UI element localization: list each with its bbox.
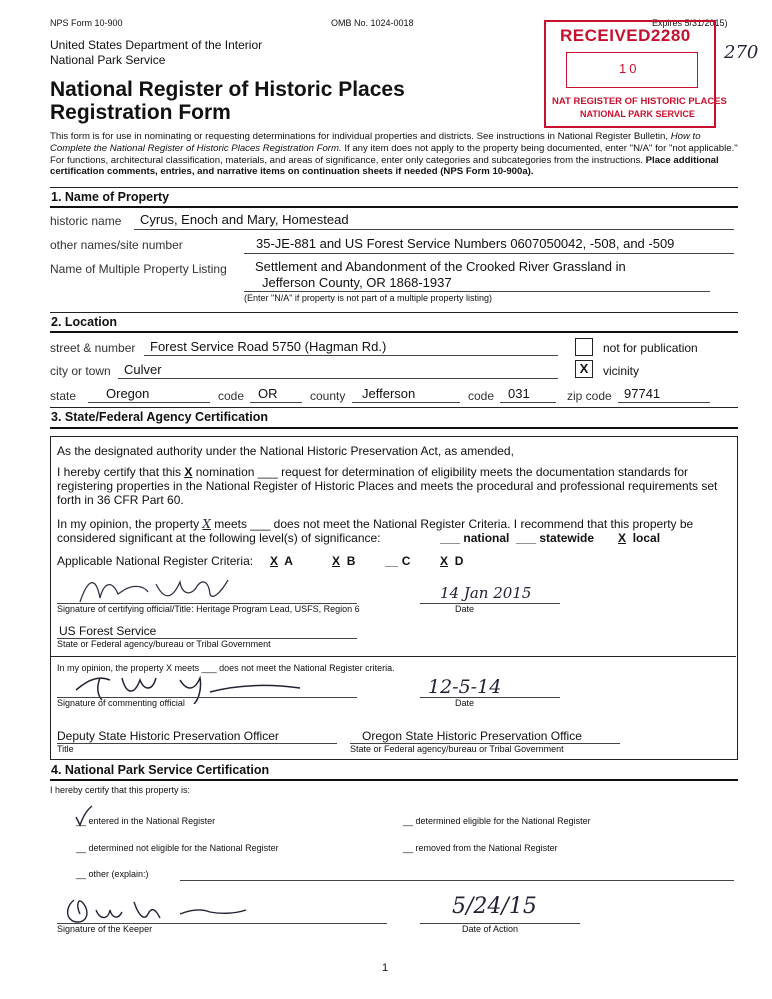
- multiple-listing-line-2: Jefferson County, OR 1868-1937: [262, 275, 452, 290]
- page-title: [50, 78, 405, 124]
- level-local: [618, 531, 660, 545]
- vicinity-label: vicinity: [603, 364, 640, 378]
- date-of-action-label: Date of Action: [462, 924, 519, 934]
- multiple-listing-label: Name of Multiple Property Listing: [50, 262, 227, 276]
- section-2-title: 2. Location: [51, 315, 117, 329]
- other-names-underline: [244, 253, 734, 254]
- county-code-value: 031: [508, 386, 530, 401]
- criterion-c: __ C: [385, 554, 411, 568]
- cert-paragraph-2: [57, 465, 727, 507]
- street-value: Forest Service Road 5750 (Hagman Rd.): [150, 339, 387, 354]
- section-1-rule: [50, 206, 738, 208]
- title-line-2: Registration Form: [50, 101, 231, 124]
- nps-option-removed[interactable]: __ removed from the National Register: [403, 843, 558, 853]
- office-2-label: State or Federal agency/bureau or Tribal Government: [350, 744, 564, 754]
- section-1-top-rule: [50, 187, 738, 188]
- criterion-a-label: A: [284, 554, 293, 568]
- stamp-date: 10: [619, 61, 640, 76]
- county-value: Jefferson: [362, 386, 416, 401]
- nps-option-other[interactable]: __ other (explain:): [76, 869, 149, 879]
- cert-p2-rest: nomination ___ request for determination of eligibility meets the documentation standards for registering properties in the National Register of Historic Places and meets the procedural and professional requirements set forth in 36 CFR Part 60.: [57, 465, 718, 507]
- level-local-mark: X: [618, 531, 627, 545]
- section-1-title: 1. Name of Property: [51, 190, 170, 204]
- not-for-publication-checkbox[interactable]: [575, 338, 593, 356]
- section-2-rule: [50, 331, 738, 333]
- state-code-underline: [250, 402, 302, 403]
- agency-1-label: State or Federal agency/bureau or Tribal Government: [57, 639, 271, 649]
- other-names-value: 35-JE-881 and US Forest Service Numbers 0607050042, -508, and -509: [256, 236, 675, 251]
- state-value: Oregon: [106, 386, 150, 401]
- county-label: county: [310, 389, 346, 403]
- city-label: city or town: [50, 364, 111, 378]
- criterion-a-mark: X: [270, 554, 279, 568]
- commenting-official-label: Signature of commenting official: [57, 698, 185, 708]
- intro-text-1: This form is for use in nominating or requesting determinations for individual properties and districts. See instructions in National Register Bulletin,: [50, 131, 671, 142]
- page-number: 1: [382, 962, 389, 974]
- stamp-received-text: RECEIVED2280: [560, 26, 691, 45]
- nomination-mark: X: [184, 465, 193, 479]
- criterion-d-mark: X: [440, 554, 449, 568]
- vicinity-checkbox[interactable]: X: [575, 360, 593, 378]
- title-2-line: [57, 743, 337, 744]
- multiple-listing-note: (Enter "N/A" if property is not part of a multiple property listing): [244, 293, 492, 303]
- section-4-title: 4. National Park Service Certification: [51, 763, 270, 777]
- nps-option-determined-eligible[interactable]: __ determined eligible for the National Register: [403, 816, 591, 826]
- section-3-title: 3. State/Federal Agency Certification: [51, 410, 268, 424]
- county-underline: [352, 402, 460, 403]
- other-explain-line: [180, 880, 734, 881]
- meets-mark: X: [202, 517, 211, 531]
- nps-option-other-label: other (explain:): [88, 869, 149, 879]
- section-4-rule: [50, 779, 738, 781]
- criterion-b-mark: X: [332, 554, 341, 568]
- stamp-inner-box: [566, 52, 698, 88]
- nps-option-not-eligible[interactable]: __ determined not eligible for the National Register: [76, 843, 279, 853]
- form-number: NPS Form 10-900: [50, 18, 123, 28]
- section-3-rule: [50, 427, 738, 429]
- nps-option-determined-eligible-label: determined eligible for the National Register: [415, 816, 591, 826]
- criterion-d-label: D: [454, 554, 464, 568]
- state-code-value: OR: [258, 386, 278, 401]
- zip-underline: [618, 402, 710, 403]
- cert-p2-start: I hereby certify that this: [57, 465, 185, 479]
- cert-inner-divider: [50, 656, 736, 657]
- keeper-signature-label: Signature of the Keeper: [57, 924, 153, 934]
- historic-name-value: Cyrus, Enoch and Mary, Homestead: [140, 212, 349, 227]
- expires-note: Expires 5/31/2015): [652, 18, 728, 28]
- level-national: ___ national: [440, 531, 510, 545]
- other-names-label: other names/site number: [50, 238, 183, 252]
- certifying-official-label: Signature of certifying official/Title: Heritage Program Lead, USFS, Region 6: [57, 604, 360, 614]
- nps-cert-intro: I hereby certify that this property is:: [50, 785, 191, 795]
- not-for-publication-label: not for publication: [603, 341, 698, 355]
- county-code-label: code: [468, 389, 495, 403]
- section-2-top-rule: [50, 312, 738, 313]
- date-2-line: [420, 697, 560, 698]
- title-line-1: National Register of Historic Places: [50, 78, 405, 101]
- criteria-label: Applicable National Register Criteria:: [57, 554, 254, 568]
- criterion-c-label: C: [401, 554, 411, 568]
- section-3-top-rule: [50, 407, 738, 408]
- criterion-b: [332, 554, 355, 568]
- date-1-label: Date: [455, 604, 475, 614]
- nps-option-not-eligible-label: determined not eligible for the National Register: [88, 843, 279, 853]
- date-1-line: [420, 603, 560, 604]
- criterion-a: [270, 554, 293, 568]
- certifying-official-date: 14 Jan 2015: [440, 584, 532, 602]
- multiple-listing-underline: [244, 291, 710, 292]
- multiple-listing-line-1: Settlement and Abandonment of the Crooked River Grassland in: [255, 259, 626, 274]
- received-stamp: [544, 20, 727, 128]
- stamp-bottom-1: NAT REGISTER OF HISTORIC PLACES: [552, 96, 727, 107]
- county-code-underline: [500, 402, 556, 403]
- agency-line-2: National Park Service: [50, 53, 166, 67]
- intro-paragraph: [50, 131, 740, 178]
- commenting-official-date: 12-5-14: [428, 676, 502, 698]
- title-2-label: Title: [57, 744, 74, 754]
- criterion-d: [440, 554, 463, 568]
- date-2-label: Date: [455, 698, 475, 708]
- level-statewide-label: statewide: [539, 531, 595, 545]
- level-national-label: national: [463, 531, 510, 545]
- criterion-b-label: B: [346, 554, 356, 568]
- nps-option-entered[interactable]: __ entered in the National Register: [76, 816, 216, 826]
- office-2-value: Oregon State Historic Preservation Office: [362, 729, 582, 743]
- level-local-label: local: [632, 531, 661, 545]
- commenting-opinion-line: In my opinion, the property X meets ___ does not meet the National Register criteria.: [57, 663, 395, 673]
- street-label: street & number: [50, 341, 136, 355]
- state-code-label: code: [218, 389, 245, 403]
- cert-p3-start: In my opinion, the property: [57, 517, 203, 531]
- city-value: Culver: [124, 362, 162, 377]
- state-label: state: [50, 389, 77, 403]
- cert-paragraph-1: As the designated authority under the National Historic Preservation Act, as amended,: [57, 444, 514, 458]
- intro-text-2: If any item does not apply to the property being documented, enter "N/A" for "not applicable." For functions, architectural classification, materials, and areas of significance, enter only categories and subcategories from the instructions.: [50, 142, 738, 166]
- title-2-value: Deputy State Historic Preservation Officer: [57, 729, 279, 743]
- nps-option-removed-label: removed from the National Register: [415, 843, 558, 853]
- agency-1-value: US Forest Service: [59, 624, 157, 638]
- historic-name-underline: [134, 229, 734, 230]
- stamp-bottom-2: NATIONAL PARK SERVICE: [580, 109, 695, 119]
- intro-text-italic: How to Complete the National Register of Historic Places Registration Form.: [50, 131, 701, 154]
- cert-p3-rest: meets ___ does not meet the National Register Criteria. I recommend that this property be considered significant at the following level(s) of significance:: [57, 517, 694, 545]
- intro-text-bold: Place additional certification comments, entries, and narrative items on continuation sheets if needed (NPS Form 10-900a).: [50, 154, 719, 178]
- agency-line-1: United States Department of the Interior: [50, 38, 263, 52]
- zip-value: 97741: [624, 386, 661, 401]
- nps-option-entered-label: entered in the National Register: [88, 816, 216, 826]
- street-underline: [144, 355, 558, 356]
- date-of-action-value: 5/24/15: [452, 894, 537, 919]
- city-underline: [118, 378, 558, 379]
- level-statewide: ___ statewide: [516, 531, 595, 545]
- historic-name-label: historic name: [50, 214, 122, 228]
- omb-number: OMB No. 1024-0018: [331, 18, 414, 28]
- zip-label: zip code: [567, 389, 612, 403]
- handwritten-number: 270: [724, 42, 759, 63]
- state-underline: [88, 402, 210, 403]
